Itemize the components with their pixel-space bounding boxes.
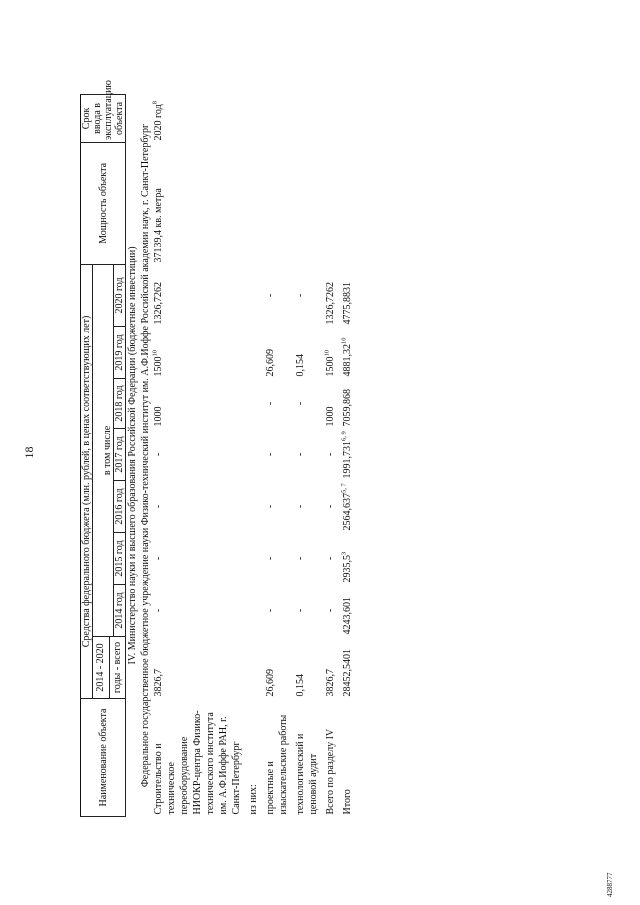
cell-2018: 7059,868 (342, 389, 353, 427)
cell-2019 (324, 327, 337, 379)
table-row (247, 94, 260, 816)
header-term: Срок ввода в эксплуатацию объекта (81, 94, 126, 142)
of-them-label: из них: (248, 784, 259, 815)
cell-term (152, 94, 243, 142)
footnote-ref: 3 (340, 551, 348, 555)
cell-2015: - (295, 556, 306, 561)
cell-2018: - (265, 401, 276, 406)
cell-2015: - (265, 556, 276, 561)
object-name: проектные и изыскательские работы (265, 714, 289, 815)
cell-2017 (341, 429, 354, 481)
budget-table (80, 80, 354, 817)
cell-2019: 26,609 (265, 349, 276, 377)
cell-2016: - (265, 504, 276, 509)
cell-total: 3826,7 (153, 669, 164, 697)
object-name: Всего по разделу IV (325, 728, 336, 815)
document-code: 4288777 (606, 872, 614, 897)
cell-2015 (341, 533, 354, 585)
table-row (341, 94, 354, 816)
header-total: годы - всего (109, 637, 126, 699)
footnote-ref: 8 (151, 101, 159, 105)
cell-2016 (341, 481, 354, 533)
cell-2018: - (295, 401, 306, 406)
cell-2017: - (265, 452, 276, 457)
cell-2020: 1326,7262 (325, 282, 336, 325)
organization-title: Федеральное государственное бюджетное учреждение науки Физико-технический институт им. А.Ф.Иоффе Российской академии наук, г. Санкт-Петербург (140, 123, 151, 788)
header-year-2014: 2014 год (114, 585, 126, 637)
footnote-ref: 6, 9 (340, 431, 348, 441)
cell-total: 3826,7 (325, 669, 336, 697)
cell-2020: - (265, 293, 276, 298)
footnote-ref: 5, 7 (340, 483, 348, 493)
header-in-that: в том числе (93, 264, 114, 636)
cell-total: 26,609 (265, 669, 276, 697)
header-funds: Средства федерального бюджета (млн. рублей, в ценах соответствующих лет) (81, 264, 93, 698)
cell-2019 (341, 327, 354, 379)
cell-2017: - (295, 452, 306, 457)
header-year-2020: 2020 год (114, 264, 126, 326)
cell-2020: 1326,7262 (153, 282, 164, 325)
cell-2020: 4775,8831 (342, 282, 353, 325)
cell-2018: 1000 (153, 406, 164, 427)
cell-capacity: 37139,4 кв. метра (153, 188, 164, 263)
cell-2019 (152, 327, 243, 379)
value: 2564,637 (342, 493, 353, 531)
cell-2017: - (153, 452, 164, 457)
header-name-column: Наименование объекта (81, 699, 126, 817)
cell-2015: - (153, 556, 164, 561)
cell-2014: - (153, 608, 164, 613)
cell-2014: - (325, 608, 336, 613)
table-row (152, 94, 243, 816)
object-name: Строительство и техническое переоборудование НИОКР-центра Физико-технического института им. А.Ф.Иоффе РАН, г. Санкт-Петербург (153, 710, 242, 815)
header-year-2019: 2019 год (114, 327, 126, 379)
object-name: технологический и ценовой аудит (295, 733, 319, 815)
cell-2020: - (295, 293, 306, 298)
cell-2016: - (153, 504, 164, 509)
cell-2014: - (265, 608, 276, 613)
table-row (294, 94, 320, 816)
footnote-ref: 10 (340, 337, 348, 344)
header-year-2015: 2015 год (114, 533, 126, 585)
cell-total: 0,154 (295, 674, 306, 697)
cell-2016: - (295, 504, 306, 509)
value: 4881,32 (342, 344, 353, 377)
page-number: 18 (22, 446, 36, 459)
section-title: IV. Министерство науки и высшего образования Российской Федерации (бюджетные инвестиции) (127, 246, 138, 665)
object-name: Итого (342, 789, 353, 815)
cell-2019: 0,154 (295, 354, 306, 377)
header-year-2016: 2016 год (114, 481, 126, 533)
cell-2017: - (325, 452, 336, 457)
header-year-2017: 2017 год (114, 429, 126, 481)
table-row (264, 94, 290, 816)
cell-total: 28452,5401 (342, 649, 353, 697)
value: 1991,731 (342, 441, 353, 479)
cell-2014: 4243,601 (342, 597, 353, 635)
header-year-2018: 2018 год (114, 379, 126, 429)
value: 2020 год (153, 104, 164, 141)
value: 1500 (325, 356, 336, 377)
cell-2015: - (325, 556, 336, 561)
cell-2016: - (325, 504, 336, 509)
footnote-ref: 10 (323, 350, 331, 357)
value: 2935,5 (342, 555, 353, 583)
table-row (324, 94, 337, 816)
header-period: 2014 - 2020 (93, 637, 110, 699)
cell-2018: 1000 (325, 406, 336, 427)
cell-2014: - (295, 608, 306, 613)
header-capacity: Мощность объекта (81, 142, 126, 264)
footnote-ref: 10 (151, 350, 159, 357)
value: 1500 (153, 356, 164, 377)
